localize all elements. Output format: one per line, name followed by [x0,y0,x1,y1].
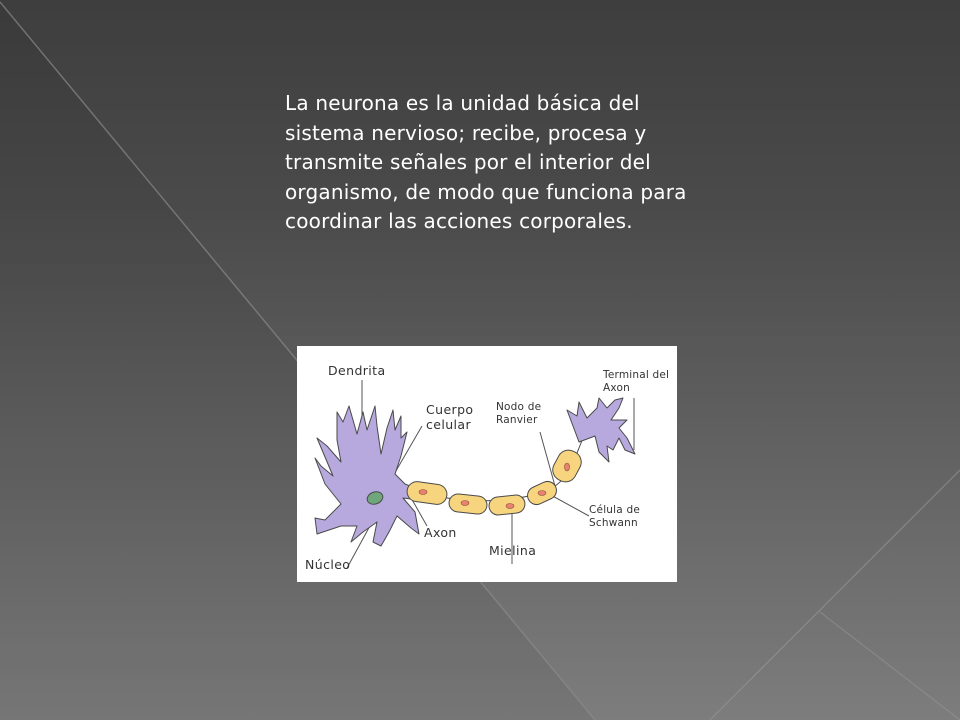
myelin-sheaths [406,446,585,516]
label-cuerpo-celular: Cuerpo celular [426,402,474,432]
neuron-diagram [297,346,677,582]
label-celula-schwann: Célula de Schwann [589,504,640,529]
label-nucleo: Núcleo [305,557,351,572]
label-terminal-axon: Terminal del Axon [603,369,670,394]
label-dendrita: Dendrita [328,363,386,378]
cell-body [315,406,419,546]
slide-body-text: La neurona es la unidad básica del sistema nervioso; recibe, procesa y transmite señales por el interior del organismo, de modo que funciona para coordinar las acciones corporales. [285,91,687,233]
label-axon: Axon [424,525,457,540]
label-nodo-ranvier: Nodo de Ranvier [496,401,542,426]
label-mielina: Mielina [489,543,537,558]
